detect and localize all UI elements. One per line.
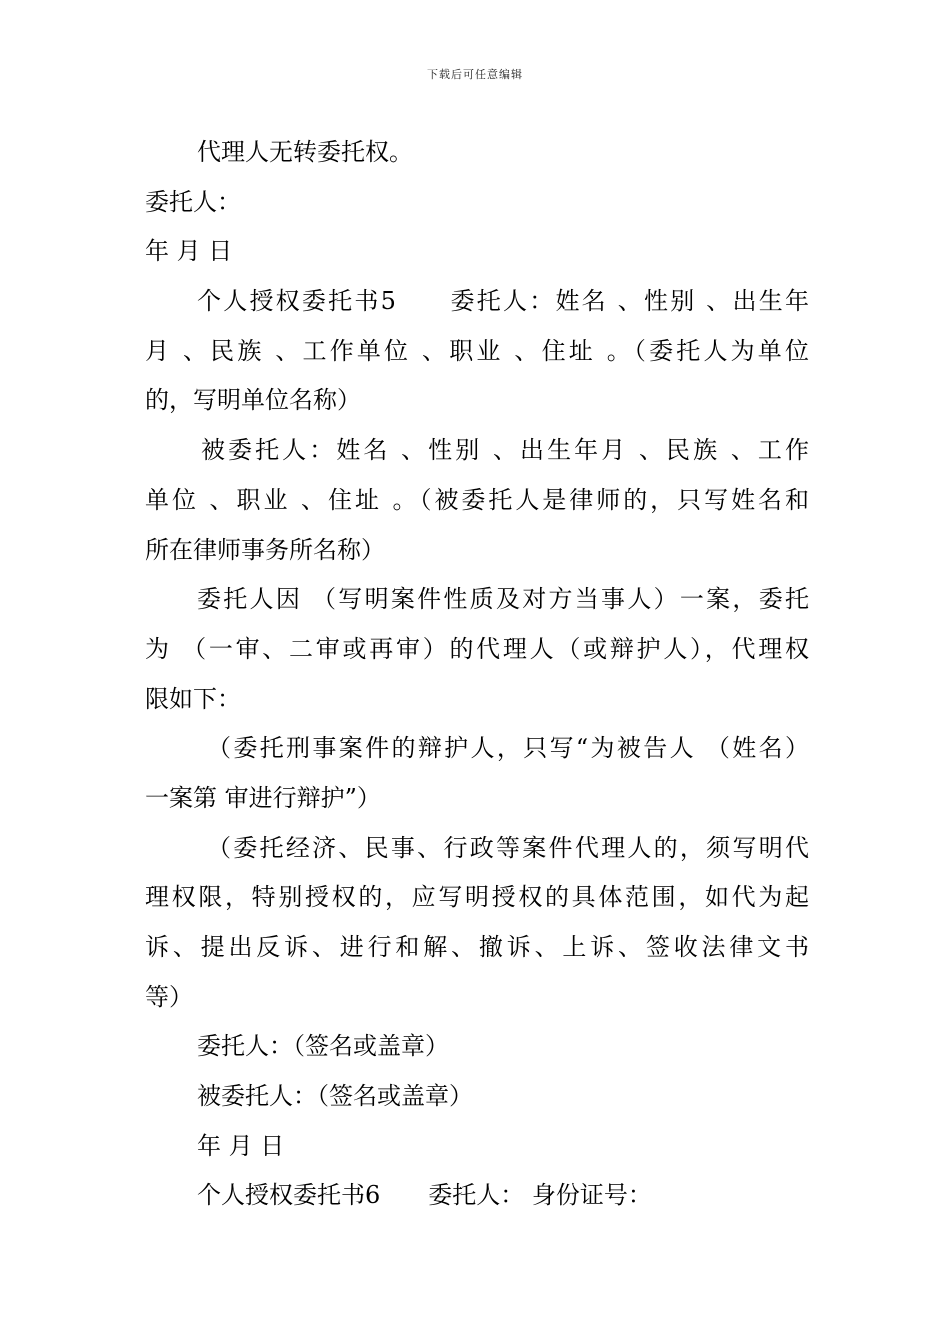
signature-line: 委托人：（签名或盖章） bbox=[197, 1032, 449, 1061]
paragraph-line: 个人授权委托书5 委托人：姓名 、性别 、出生年 bbox=[197, 287, 809, 316]
paragraph-line: 等） bbox=[145, 982, 193, 1011]
date-line: 年 月 日 bbox=[197, 1131, 285, 1160]
paragraph-line: 为 （一审、二审或再审）的代理人（或辩护人），代理权 bbox=[145, 634, 809, 663]
paragraph-line: （委托经济、民事、行政等案件代理人的，须写明代 bbox=[207, 833, 809, 862]
paragraph-line: 诉、提出反诉、进行和解、撤诉、上诉、签收法律文书 bbox=[145, 933, 809, 961]
date-line: 年 月 日 bbox=[145, 237, 233, 266]
paragraph-line: 个人授权委托书6 委托人： 身份证号： bbox=[197, 1181, 652, 1210]
paragraph-line: 委托人： bbox=[145, 187, 241, 216]
paragraph-line: （委托刑事案件的辩护人，只写“为被告人 （姓名） bbox=[207, 734, 809, 763]
paragraph-line: 单位 、职业 、住址 。（被委托人是律师的，只写姓名和 bbox=[145, 485, 809, 514]
page-header: 下载后可任意编辑 bbox=[427, 68, 523, 81]
document-body bbox=[145, 128, 809, 1221]
signature-line: 被委托人：（签名或盖章） bbox=[197, 1082, 473, 1111]
paragraph-line: 代理人无转委托权。 bbox=[197, 138, 413, 166]
paragraph-line: 理权限，特别授权的，应写明授权的具体范围，如代为起 bbox=[145, 883, 809, 912]
paragraph-line: 的，写明单位名称） bbox=[145, 386, 361, 415]
paragraph-line: 月 、民族 、工作单位 、职业 、住址 。（委托人为单位 bbox=[145, 336, 809, 365]
paragraph-line: 被委托人：姓名 、性别 、出生年月 、民族 、工作 bbox=[201, 436, 809, 465]
paragraph-line: 一案第 审进行辩护”） bbox=[145, 783, 381, 812]
paragraph-line: 所在律师事务所名称） bbox=[145, 535, 385, 564]
paragraph-line: 限如下： bbox=[145, 684, 241, 713]
paragraph-line: 委托人因 （写明案件性质及对方当事人）一案，委托 bbox=[197, 585, 809, 614]
